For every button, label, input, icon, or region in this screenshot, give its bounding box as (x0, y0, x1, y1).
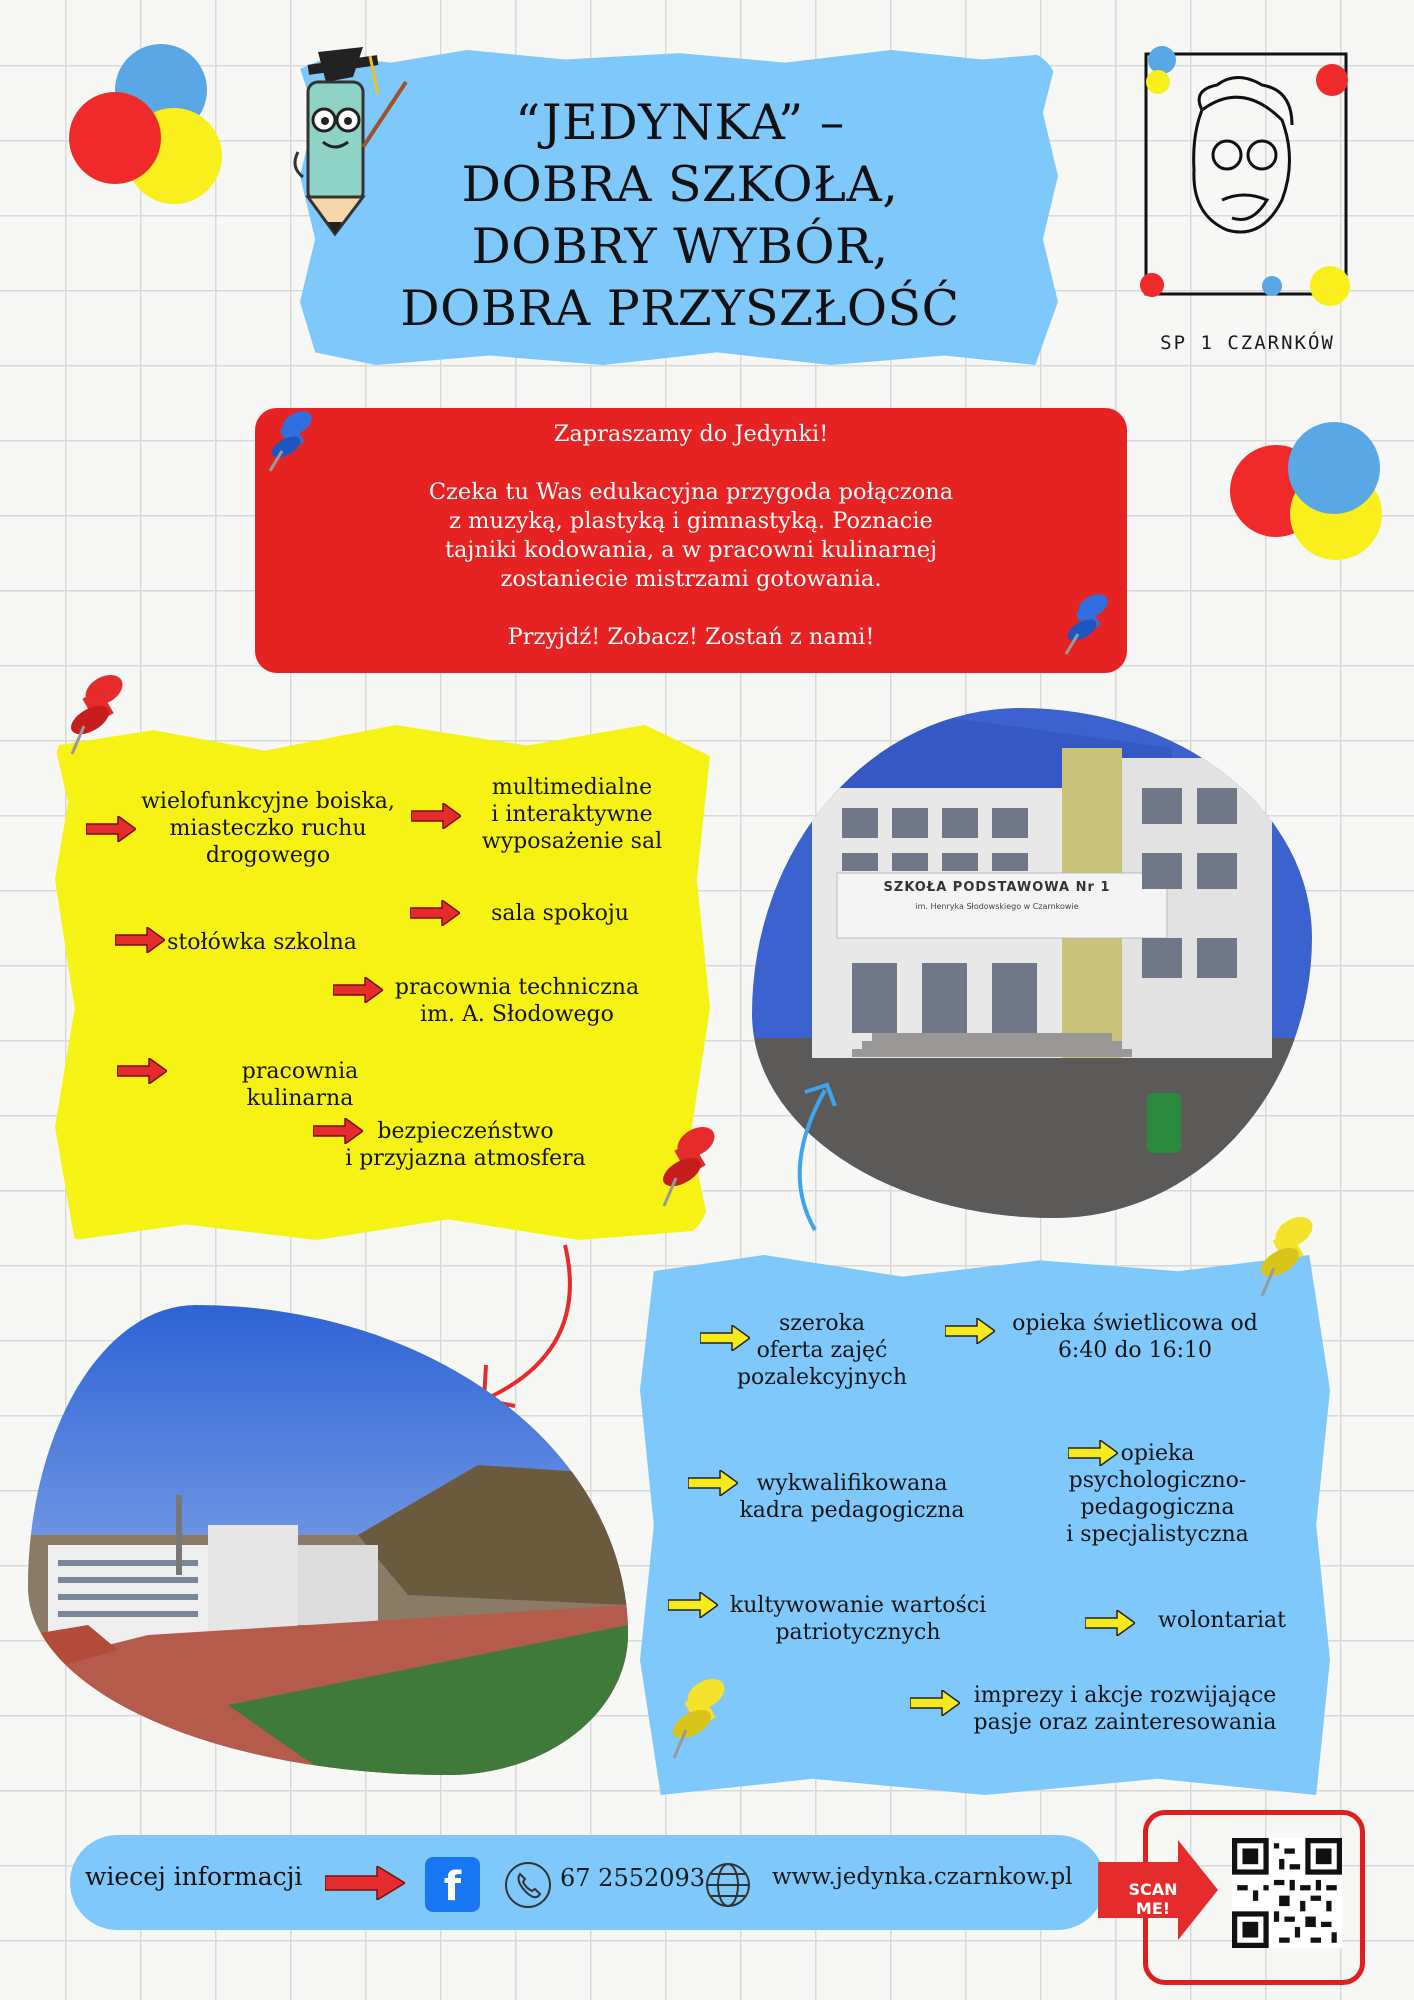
pushpin-red-icon (60, 668, 135, 758)
feature-line: i specjalistyczna (1066, 1522, 1249, 1547)
invite-body (255, 478, 1127, 594)
footer-more-info: wiecej informacji (85, 1862, 303, 1891)
school-logo-label: SP 1 CZARNKÓW (1160, 332, 1335, 354)
invite-body-line-1: Czeka tu Was edukacyjna przygoda połączona (428, 479, 954, 505)
feature-line: szeroka (778, 1311, 866, 1336)
invite-body-line-2: z muzyką, plastyką i gimnastyką. Poznacie (449, 508, 933, 534)
title-line-3: DOBRY WYBÓR, (471, 218, 889, 275)
feature-line: miasteczko ruchu (169, 816, 367, 841)
title-line-1: “JEDYNKA” – (515, 94, 845, 151)
pushpin-red-icon (652, 1120, 727, 1210)
feature-item (960, 1682, 1290, 1736)
school-sign-line-1: SZKOŁA PODSTAWOWA Nr 1 (883, 880, 1111, 895)
facebook-icon[interactable]: f (425, 1857, 480, 1912)
feature-line: pasje oraz zainteresowania (973, 1710, 1277, 1735)
arrow-right-icon (333, 977, 383, 1003)
arrow-right-icon (1085, 1610, 1135, 1636)
feature-line: wielofunkcyjne boiska, (141, 789, 395, 814)
arrow-right-icon (910, 1690, 960, 1716)
feature-item (338, 1118, 593, 1172)
pushpin-yellow-icon (662, 1672, 737, 1762)
arrow-right-icon (668, 1592, 718, 1618)
feature-item (185, 1058, 415, 1112)
decor-circle-red (69, 92, 161, 184)
school-logo (1132, 40, 1362, 310)
feature-line: psychologiczno- (1068, 1468, 1247, 1493)
feature-line: opieka (1120, 1441, 1195, 1466)
invite-body-line-3: tajniki kodowania, a w pracowni kulinarnej (444, 537, 938, 563)
feature-line: pracownia kulinarna (241, 1059, 359, 1111)
feature-line: drogowego (205, 843, 331, 868)
decor-circle-blue-right (1288, 422, 1380, 514)
pushpin-blue-icon (1058, 588, 1118, 658)
arrow-right-icon (688, 1470, 738, 1496)
feature-line: 6:40 do 16:10 (1057, 1338, 1213, 1363)
feature-line: wykwalifikowana (756, 1471, 948, 1496)
feature-line: pedagogiczna (1080, 1495, 1235, 1520)
feature-line: pracownia techniczna (394, 975, 640, 1000)
invite-body-line-4: zostaniecie mistrzami gotowania. (500, 566, 882, 592)
feature-item (1050, 1440, 1265, 1548)
arrow-right-icon (411, 803, 461, 829)
feature-item (722, 1310, 922, 1391)
feature-line: oferta zajęć (756, 1338, 888, 1363)
arrow-right-icon (117, 1058, 167, 1084)
feature-item (462, 774, 682, 855)
arrow-right-icon (945, 1318, 995, 1344)
feature-item (470, 900, 650, 927)
title-line-4: DOBRA PRZYSZŁOŚĆ (400, 280, 960, 337)
feature-line: multimedialne (491, 775, 653, 800)
page-title (360, 92, 1000, 340)
feature-item (128, 788, 408, 869)
pushpin-blue-icon (262, 405, 322, 475)
feature-item (718, 1592, 998, 1646)
arrow-right-icon (115, 927, 165, 953)
feature-line: i interaktywne (491, 802, 653, 827)
invitation-box (255, 408, 1127, 673)
footer-phone[interactable]: 67 2552093 (560, 1864, 706, 1892)
feature-item (1142, 1607, 1302, 1634)
school-sign-line-2: im. Henryka Słodowskiego w Czarnkowie (915, 902, 1079, 911)
feature-item (732, 1470, 972, 1524)
feature-line: kultywowanie wartości (729, 1593, 987, 1618)
qr-code[interactable] (1232, 1838, 1342, 1948)
feature-line: sala spokoju (491, 901, 629, 926)
curved-arrow-blue-icon (770, 1070, 860, 1240)
feature-line: opieka świetlicowa od (1012, 1311, 1258, 1336)
pushpin-yellow-icon (1250, 1210, 1325, 1300)
globe-icon (703, 1860, 753, 1910)
feature-line: imprezy i akcje rozwijające (973, 1683, 1277, 1708)
feature-item (392, 974, 642, 1028)
footer-website[interactable]: www.jedynka.czarnkow.pl (772, 1864, 1073, 1890)
feature-line: kadra pedagogiczna (739, 1498, 965, 1523)
feature-line: stołówka szkolna (167, 930, 357, 955)
feature-line: patriotycznych (775, 1620, 941, 1645)
feature-line: wyposażenie sal (481, 829, 663, 854)
arrow-right-icon (325, 1866, 405, 1900)
feature-item (1000, 1310, 1270, 1364)
invite-closing: Przyjdź! Zobacz! Zostań z nami! (507, 624, 875, 650)
arrow-right-icon (410, 900, 460, 926)
feature-line: bezpieczeństwo (377, 1119, 554, 1144)
feature-line: wolontariat (1158, 1608, 1286, 1633)
title-line-2: DOBRA SZKOŁA, (461, 156, 899, 213)
feature-line: pozalekcyjnych (736, 1365, 908, 1390)
phone-icon (503, 1860, 553, 1910)
invite-greeting: Zapraszamy do Jedynki! (553, 421, 829, 447)
scan-me-label: SCAN ME! (1128, 1880, 1178, 1918)
feature-line: im. A. Słodowego (420, 1002, 614, 1027)
feature-item (162, 929, 362, 956)
feature-line: i przyjazna atmosfera (345, 1146, 586, 1171)
